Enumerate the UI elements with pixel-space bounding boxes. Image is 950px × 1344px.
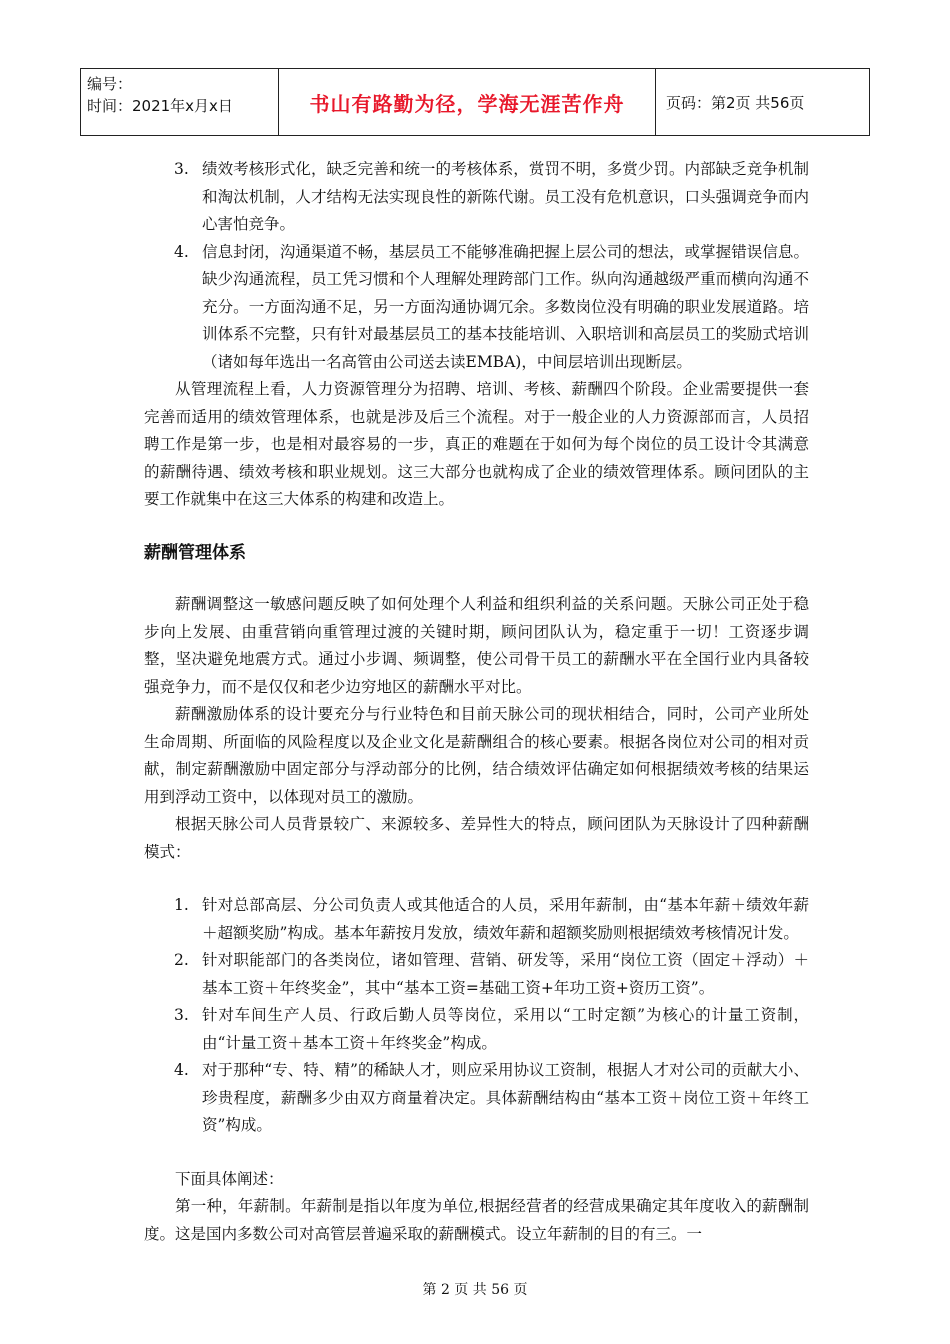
paragraph: 薪酬调整这一敏感问题反映了如何处理个人利益和组织利益的关系问题。天脉公司正处于稳步向上发展、由重营销向重管理过渡的关键时期，顾问团队认为，稳定重于一切！工资逐步调整，坚决避免地震方式。通过小步调、频调整，使公司骨干员工的薪酬水平在全国行业内具备较强竞争力，而不是仅仅和老少边穷地区的薪酬水平对比。 (144, 595, 809, 696)
list-item (144, 1057, 809, 1140)
list-text: 针对总部高层、分公司负责人或其他适合的人员，采用年薪制，由“基本年薪＋绩效年薪＋超额奖励”构成。基本年薪按月发放，绩效年薪和超额奖励则根据绩效考核情况计发。 (202, 896, 809, 942)
paragraph: 下面具体阐述： (175, 1169, 284, 1188)
paragraph: 根据天脉公司人员背景较广、来源较多、差异性大的特点，顾问团队为天脉设计了四种薪酬模式： (144, 815, 809, 861)
list-item (144, 892, 809, 947)
list-text: 针对车间生产人员、行政后勤人员等岗位，采用以“工时定额”为核心的计量工资制，由“计量工资＋基本工资＋年终奖金”构成。 (202, 1006, 809, 1052)
doc-number: 编号： (87, 75, 133, 93)
list-item (144, 947, 809, 1002)
page-footer: 第 2 页 共 56 页 (422, 1282, 528, 1298)
list-text: 信息封闭，沟通渠道不畅，基层员工不能够准确把握上层公司的想法，或掌握错误信息。缺少沟通流程，员工凭习惯和个人理解处理跨部门工作。纵向沟通越级严重而横向沟通不充分。一方面沟通不足，另一方面沟通协调冗余。多数岗位没有明确的职业发展道路。培训体系不完整，只有针对最基层员工的基本技能培训、入职培训和高层员工的奖励式培训（诸如每年选出一名高管由公司送去读EMBA)，中间层培训出现断层。 (202, 242, 809, 371)
header-motto: 书山有路勤为径，学海无涯苦作舟 (279, 69, 656, 135)
list-item (144, 156, 809, 239)
document-body (144, 156, 809, 1248)
list-text: 针对职能部门的各类岗位，诸如管理、营销、研发等，采用“岗位工资（固定＋浮动）＋基本工资＋年终奖金”，其中“基本工资=基础工资+年功工资+资历工资”。 (202, 951, 809, 997)
doc-date: 时间：2021年x月x日 (87, 97, 233, 115)
list-number: 2. (174, 951, 189, 969)
list-text: 对于那种“专、特、精”的稀缺人才，则应采用协议工资制，根据人才对公司的贡献大小、珍贵程度，薪酬多少由双方商量着决定。具体薪酬结构由“基本工资＋岗位工资＋年终工资”构成。 (202, 1061, 809, 1134)
section-title: 薪酬管理体系 (144, 542, 246, 563)
page-header (80, 68, 870, 136)
list-number: 4. (174, 1061, 189, 1079)
paragraph: 薪酬激励体系的设计要充分与行业特色和目前天脉公司的现状相结合，同时，公司产业所处生命周期、所面临的风险程度以及企业文化是薪酬组合的核心要素。根据各岗位对公司的相对贡献，制定薪酬激励中固定部分与浮动部分的比例，结合绩效评估确定如何根据绩效考核的结果运用到浮动工资中，以体现对员工的激励。 (144, 705, 809, 806)
list-item (144, 239, 809, 377)
list-number: 4. (174, 242, 189, 261)
paragraph: 第一种，年薪制。年薪制是指以年度为单位,根据经营者的经营成果确定其年度收入的薪酬制度。这是国内多数公司对高管层普遍采取的薪酬模式。设立年薪制的目的有三。一 (144, 1197, 809, 1243)
list-number: 1. (174, 896, 189, 914)
header-page-info: 页码：第2页 共56页 (666, 93, 805, 112)
list-number: 3. (174, 160, 189, 178)
list-text: 绩效考核形式化，缺乏完善和统一的考核体系，赏罚不明，多赏少罚。内部缺乏竞争机制和淘汰机制，人才结构无法实现良性的新陈代谢。员工没有危机意识，口头强调竞争而内心害怕竞争。 (202, 160, 809, 233)
list-item (144, 1002, 809, 1057)
header-meta (81, 69, 279, 135)
paragraph: 从管理流程上看，人力资源管理分为招聘、培训、考核、薪酬四个阶段。企业需要提供一套完善而适用的绩效管理体系，也就是涉及后三个流程。对于一般企业的人力资源部而言，人员招聘工作是第一步，也是相对最容易的一步，真正的难题在于如何为每个岗位的员工设计令其满意的薪酬待遇、绩效考核和职业规划。这三大部分也就构成了企业的绩效管理体系。顾问团队的主要工作就集中在这三大体系的构建和改造上。 (144, 380, 809, 508)
list-number: 3. (174, 1006, 189, 1024)
